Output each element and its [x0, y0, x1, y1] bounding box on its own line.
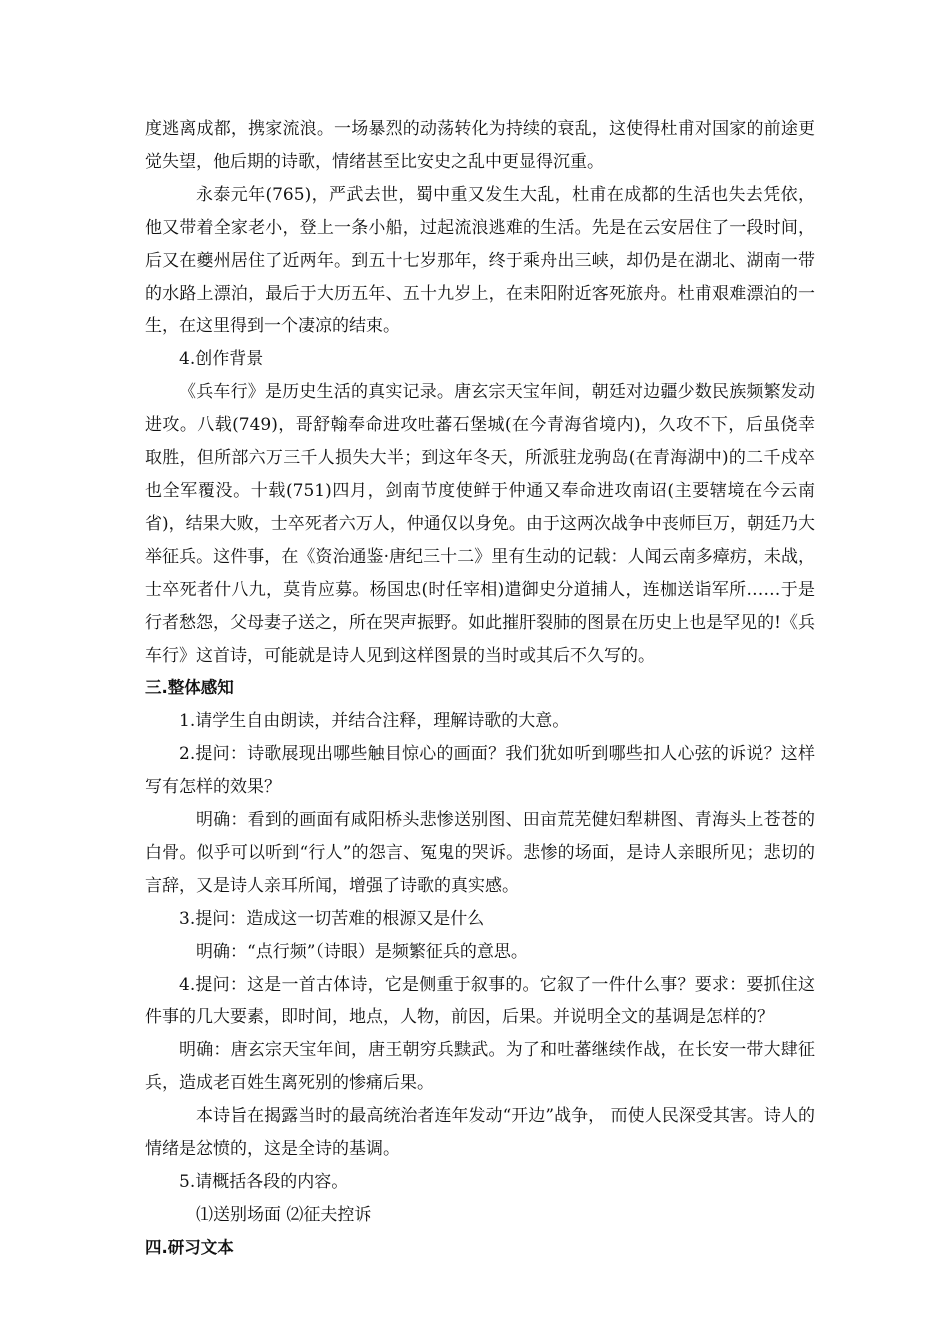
question-2: 2.提问：诗歌展现出哪些触目惊心的画面？我们犹如听到哪些扣人心弦的诉说？这样写有怎样的效果？	[145, 744, 815, 798]
question-3: 3.提问：造成这一切苦难的根源又是什么	[179, 908, 485, 929]
paragraph-continuation: 度逃离成都，携家流浪。一场暴烈的动荡转化为持续的衰乱，这使得杜甫对国家的前途更觉失望，他后期的诗歌，情绪甚至比安史之乱中更显得沉重。	[145, 119, 815, 172]
question-1: 1.请学生自由朗读，并结合注释，理解诗歌的大意。	[179, 711, 570, 732]
document-body	[145, 113, 815, 1265]
section-heading-study: 四.研习文本	[145, 1237, 234, 1257]
answer-4: 明确：唐玄宗天宝年间，唐王朝穷兵黩武。为了和吐蕃继续作战，在长安一带大肆征兵，造成老百姓生离死别的惨痛后果。	[145, 1040, 815, 1094]
answer-5: ⑴送别场面 ⑵征夫控诉	[196, 1204, 372, 1225]
answer-3: 明确：“点行频”（诗眼）是频繁征兵的意思。	[196, 941, 528, 962]
paragraph-theme: 本诗旨在揭露当时的最高统治者连年发动“开边”战争， 而使人民深受其害。诗人的情绪是忿愤的，这是全诗的基调。	[145, 1106, 815, 1160]
question-4: 4.提问：这是一首古体诗，它是侧重于叙事的。它叙了一件什么事？要求：要抓住这件事的几大要素，即时间，地点，人物，前因，后果。并说明全文的基调是怎样的？	[145, 974, 815, 1028]
subheading-background: 4.创作背景	[179, 349, 264, 370]
answer-2: 明确：看到的画面有咸阳桥头悲惨送别图、田亩荒芜健妇犁耕图、青海头上苍苍的白骨。似乎可以听到“行人”的怨言、冤鬼的哭诉。悲惨的场面，是诗人亲眼所见；悲切的言辞，又是诗人亲耳所闻，增强了诗歌的真实感。	[145, 810, 815, 896]
paragraph-yongtai: 永泰元年(765)，严武去世，蜀中重又发生大乱，杜甫在成都的生活也失去凭依，他又带着全家老小，登上一条小船，过起流浪逃难的生活。先是在云安居住了一段时间，后又在夔州居住了近两年。到五十七岁那年，终于乘舟出三峡，却仍是在湖北、湖南一带的水路上漂泊，最后于大历五年、五十九岁上，在耒阳附近客死旅舟。杜甫艰难漂泊的一生，在这里得到一个凄凉的结束。	[145, 184, 815, 337]
section-heading-overall: 三.整体感知	[145, 678, 234, 698]
paragraph-background: 《兵车行》是历史生活的真实记录。唐玄宗天宝年间，朝廷对边疆少数民族频繁发动进攻。八载(749)，哥舒翰奉命进攻吐蕃石堡城(在今青海省境内)，久攻不下，后虽侥幸取胜，但所部六万三千人损失大半；到这年冬天，所派驻龙驹岛(在青海湖中)的二千戍卒也全军覆没。十载(751)四月，剑南节度使鲜于仲通又奉命进攻南诏(主要辖境在今云南省)，结果大败，士卒死者六万人，仲通仅以身免。由于这两次战争中丧师巨万，朝廷乃大举征兵。这件事，在《资治通鉴·唐纪三十二》里有生动的记载：人闻云南多瘴疠，未战，士卒死者什八九，莫肯应募。杨国忠(时任宰相)遣御史分道捕人，连枷送诣军所……于是行者愁怨，父母妻子送之，所在哭声振野。如此摧肝裂肺的图景在历史上也是罕见的!《兵车行》这首诗，可能就是诗人见到这样图景的当时或其后不久写的。	[145, 382, 815, 666]
question-5: 5.请概括各段的内容。	[179, 1172, 349, 1192]
